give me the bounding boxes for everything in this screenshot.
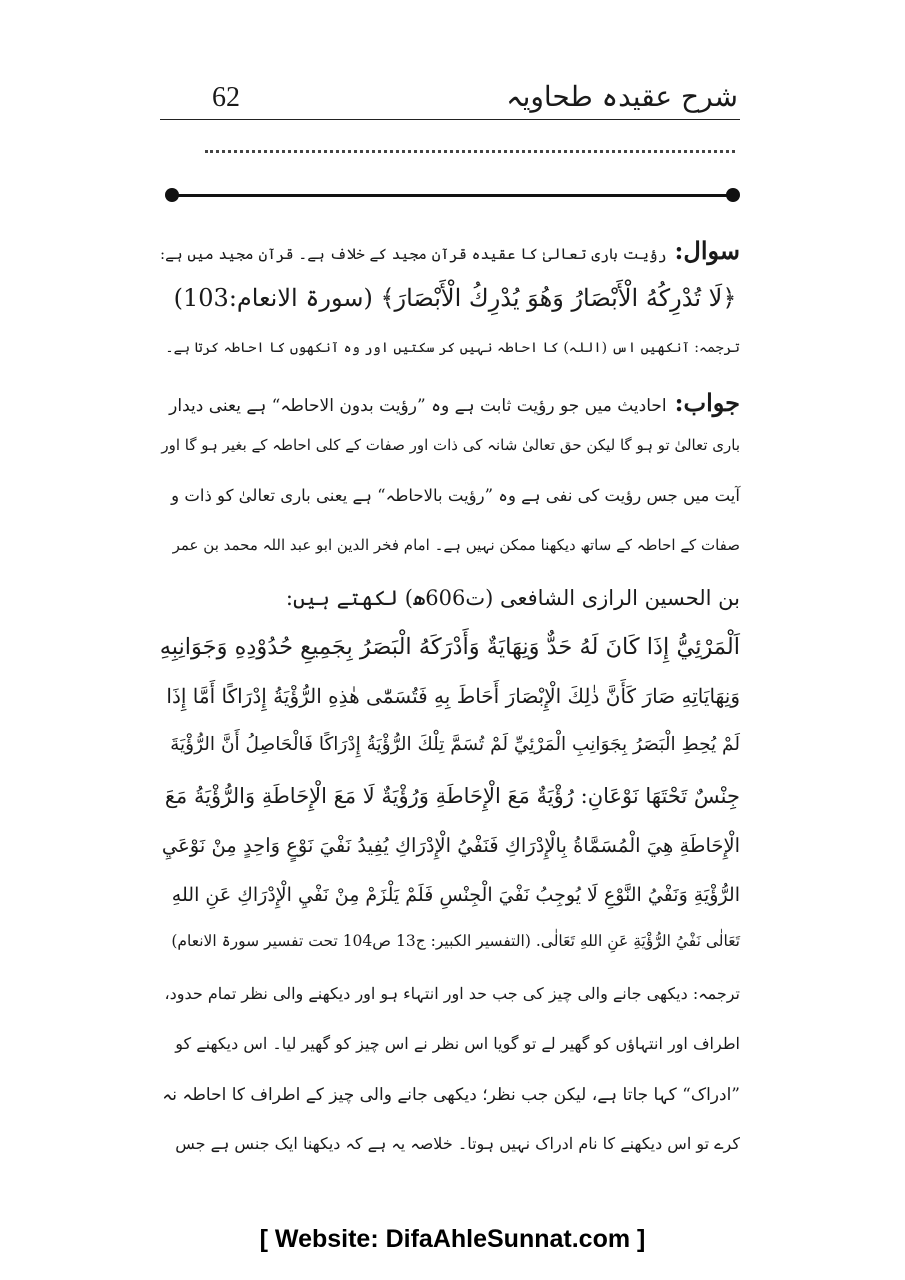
- page-number: 62: [212, 82, 240, 113]
- book-title: شرح عقیدہ طحاویہ: [506, 80, 738, 113]
- arabic-quote-line: اَلْمَرْئِيُّ إِذَا كَانَ لَهُ حَدٌّ وَنِهَايَةٌ وَأَدْرَكَهُ الْبَصَرُ بِجَمِيعِ حُدُوْدِهِ وَجَوَانِبِهِ: [159, 634, 740, 660]
- arabic-quote-line: الْإِحَاطَةِ هِيَ الْمُسَمَّاةُ بِالْإِدْرَاكِ فَنَفْيُ الْإِدْرَاكِ يُفِيدُ نَفْيَ نَوْعٍ وَاحِدٍ مِنْ نَوْعَيِ: [161, 834, 740, 857]
- arabic-quote-line: جِنْسٌ تَحْتَهَا نَوْعَانِ: رُؤْيَةٌ مَعَ الْإِحَاطَةِ وَرُؤْيَةٌ لَا مَعَ الْإِحَاطَةِ وَالرُّؤْيَةُ مَعَ: [164, 784, 740, 808]
- arabic-quote-line: تَعَالٰى نَفْيُ الرُّؤْيَةِ عَنِ اللهِ تَعَالٰى. (التفسیر الکبیر: ج13 ص104 تحت تفسیر سورۃ الانعام): [171, 932, 740, 950]
- header-rule: [160, 119, 740, 120]
- answer-label: جواب:: [674, 388, 740, 417]
- section-divider: [165, 188, 740, 202]
- website-footer: [ Website: DifaAhleSunnat.com ]: [259, 1225, 646, 1253]
- question-line: [160, 236, 740, 265]
- translation-line: کرے تو اس دیکھنے کا نام ادراک نہیں ہوتا۔ خلاصہ یہ ہے کہ دیکھنا ایک جنس ہے جس: [175, 1134, 740, 1153]
- verse-translation: ترجمہ: آنکھیں اس (اللہ) کا احاطہ نہیں کر سکتیں اور وہ آنکھوں کا احاطہ کرتا ہے۔: [165, 340, 740, 356]
- translation-line: اطراف اور انتہاؤں کو گھیر لے تو گویا اس نظر نے اس چیز کو گھیر لیا۔ اس دیکھنے کو: [175, 1034, 740, 1053]
- answer-line: آیت میں جس رؤیت کی نفی ہے وہ ”رؤیت بالاحاطہ“ ہے یعنی باری تعالیٰ کو ذات و: [171, 486, 740, 505]
- quran-verse: ﴿لَا تُدْرِكُهُ الْأَبْصَارُ وَهُوَ يُدْرِكُ الْأَبْصَارَ﴾ (سورۃ الانعام:103): [173, 284, 737, 312]
- divider-dot-right: [726, 188, 740, 202]
- translation-line: ترجمہ: دیکھی جانے والی چیز کی جب حد اور انتہاء ہو اور دیکھنے والی نظر تمام حدود،: [164, 984, 740, 1003]
- answer-line-1: جواب:احادیث میں جو رؤیت ثابت ہے وہ ”رؤیت بدون الاحاطہ“ ہے یعنی دیدار: [169, 388, 740, 417]
- dotted-divider: [205, 150, 735, 153]
- arabic-quote-line: وَنِهَايَاتِهِ صَارَ كَأَنَّ ذٰلِكَ الْإِبْصَارَ أَحَاطَ بِهِ فَتُسَمّٰى هٰذِهِ الرُّؤْيَةُ إِدْرَاكًا أَمَّا إِذَا: [166, 684, 740, 708]
- question-label: سوال:: [674, 236, 740, 265]
- question-text: رؤیت باری تعالیٰ کا عقیدہ قرآن مجید کے خلاف ہے۔ قرآن مجید میں ہے:: [160, 245, 667, 263]
- answer-line: باری تعالیٰ تو ہو گا لیکن حق تعالیٰ شانہ کی ذات اور صفات کے کلی احاطہ کے بغیر ہو گا اور: [161, 436, 740, 454]
- arabic-quote-line: لَمْ يُحِطِ الْبَصَرُ بِجَوَانِبِ الْمَرْئِيِّ لَمْ تُسَمَّ تِلْكَ الرُّؤْيَةُ إِدْرَاكًا فَالْحَاصِلُ أَنَّ الرُّؤْيَةَ: [170, 734, 740, 755]
- page-header: [160, 78, 740, 118]
- answer-line: صفات کے احاطہ کے ساتھ دیکھنا ممکن نہیں ہے۔ امام فخر الدین ابو عبد اللہ محمد بن عمر: [172, 536, 740, 554]
- translation-line: ”ادراک“ کہا جاتا ہے، لیکن جب نظر؛ دیکھی جانے والی چیز کے اطراف کا احاطہ نہ: [162, 1085, 740, 1105]
- answer-line: بن الحسین الرازی الشافعی (ت606ھ) لکھتے ہیں:: [285, 586, 740, 610]
- arabic-quote-line: الرُّؤْيَةِ وَنَفْيُ النَّوْعِ لَا يُوجِبُ نَفْيَ الْجِنْسِ فَلَمْ يَلْزَمْ مِنْ نَفْيِ الْإِدْرَاكِ عَنِ اللهِ: [171, 884, 740, 906]
